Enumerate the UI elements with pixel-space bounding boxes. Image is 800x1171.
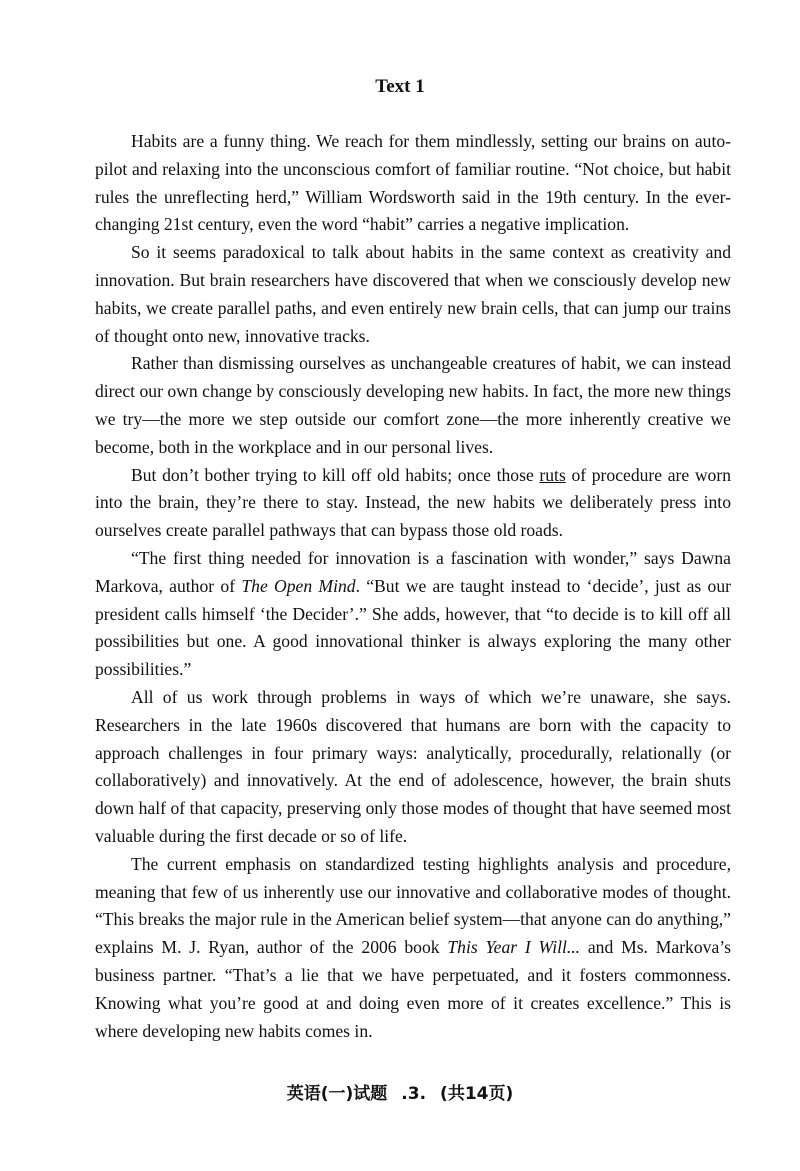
footer-label: 英语(一)试题 xyxy=(286,1084,388,1104)
book-title-open-mind: The Open Mind xyxy=(241,575,356,596)
book-title-this-year: This Year I Will... xyxy=(447,937,581,958)
paragraph-2: So it seems paradoxical to talk about habits in the same context as creativity and innovation. But brain researchers have discovered that when we consciously develop new habits, we create parallel paths, and even entirely new brain cells, that can jump our trains of thought onto new, innovative tracks. xyxy=(95,242,731,346)
page-footer xyxy=(0,1079,800,1104)
footer-page-number: .3. xyxy=(401,1084,427,1104)
passage-body xyxy=(95,128,731,1045)
paragraph-4-after: of procedure are worn into the brain, they’re there to stay. Instead, the new habits we deliberately press into ourselves create parallel pathways that can bypass those old roads. xyxy=(95,464,732,541)
paragraph-1: Habits are a funny thing. We reach for them mindlessly, setting our brains on auto-pilot and relaxing into the unconscious comfort of familiar routine. “Not choice, but habit rules the unreflecting herd,” William Wordsworth said in the 19th century. In the ever-changing 21st century, even the word “habit” carries a negative implication. xyxy=(95,131,731,235)
paragraph-6: All of us work through problems in ways of which we’re unaware, she says. Researchers in the late 1960s discovered that humans are born with the capacity to approach challenges in four primary ways: analytically, procedurally, relationally (or collaboratively) and innovatively. At the end of adolescence, however, the brain shuts down half of that capacity, preserving only those modes of thought that have seemed most valuable during the first decade or so of life. xyxy=(95,686,731,846)
underlined-word-ruts: ruts xyxy=(539,464,566,485)
paragraph-7 xyxy=(95,851,731,1046)
paragraph-7-before: The current emphasis on standardized testing highlights analysis and procedure, meaning that few of us inherently use our innovative and collaborative modes of thought. “This breaks the major rule in the American belief system—that anyone can do anything,” explains M. J. Ryan, author of the 2006 book xyxy=(95,853,731,958)
paragraph-4 xyxy=(95,462,731,545)
paragraph-5-after: . “But we are taught instead to ‘decide’, just as our president calls himself ‘the Decider’.” She adds, however, that “to decide is to kill off all possibilities but one. A good innovational thinker is always exploring the many other possibilities.” xyxy=(95,575,732,680)
paragraph-5 xyxy=(95,545,731,684)
footer-total-pages: (共14页) xyxy=(440,1084,514,1104)
text-title: Text 1 xyxy=(375,76,425,97)
paragraph-7-after: and Ms. Markova’s business partner. “That’s a lie that we have perpetuated, and it fosters commonness. Knowing what you’re good at and doing even more of it creates excellence.” This is where developing new habits comes in. xyxy=(95,937,731,1041)
paragraph-3: Rather than dismissing ourselves as unchangeable creatures of habit, we can instead direct our own change by consciously developing new habits. In fact, the more new things we try—the more we step outside our comfort zone—the more inherently creative we become, both in the workplace and in our personal lives. xyxy=(95,353,731,457)
paragraph-4-before: But don’t bother trying to kill off old habits; once those xyxy=(131,464,540,485)
paragraph-5-before: “The first thing needed for innovation is a fascination with wonder,” says Dawna Markova, author of xyxy=(95,547,731,596)
